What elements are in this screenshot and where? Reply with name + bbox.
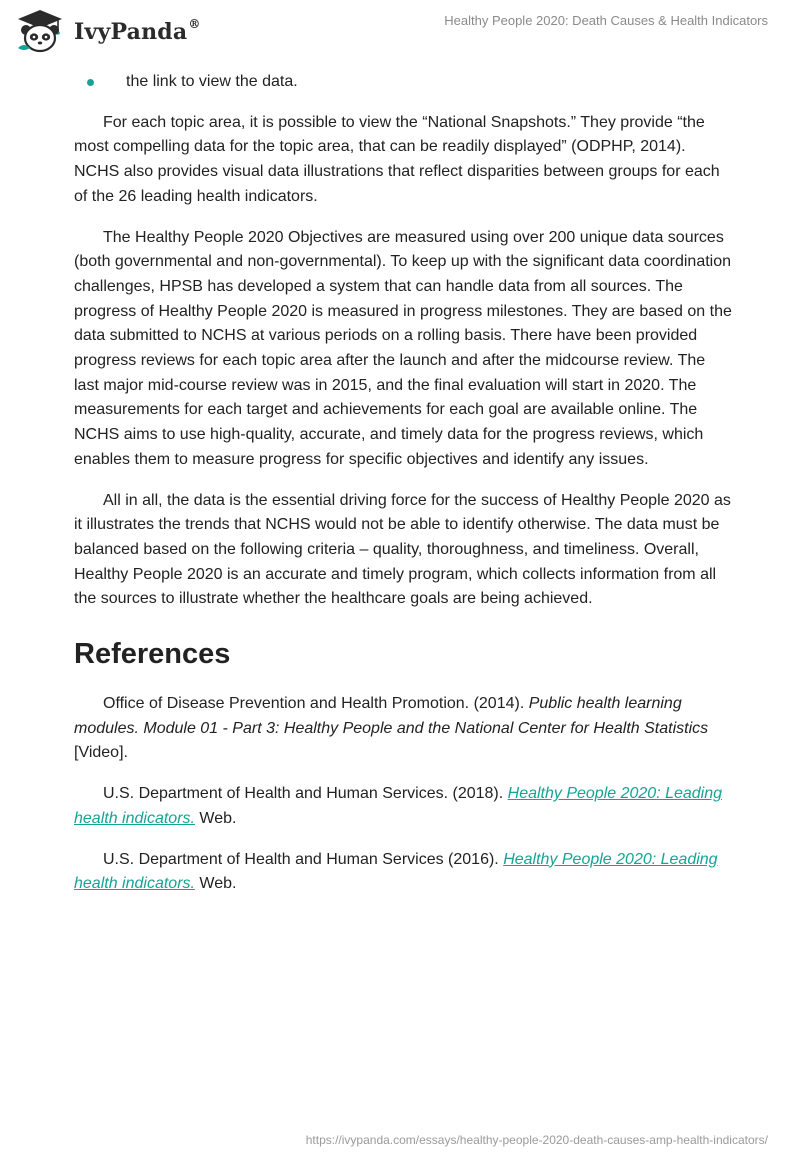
reference-lead: Office of Disease Prevention and Health Promotion. (2014). [103,695,529,713]
paragraph: For each topic area, it is possible to view the “National Snapshots.” They provide “the most compelling data for the topic area, that can be readily displayed” (ODPHP, 2014). NCHS also provides visual data illustrations that reflect disparities between groups for each of the 26 leading health indicators. [74,113,720,205]
list-item [74,70,734,95]
reference-link[interactable]: Healthy People 2020: Leading health indicators. [74,850,718,893]
reference-tail: Web. [194,809,237,827]
reference-tail: Web. [194,875,237,893]
reference-tail: [Video]. [74,744,128,762]
reference-lead: U.S. Department of Health and Human Services (2016). [103,850,504,868]
panda-graduate-icon [14,8,66,54]
reference-entry [74,692,734,766]
page-header [0,0,800,60]
list-item-text: the link to view the data. [126,73,298,90]
reference-lead: U.S. Department of Health and Human Services. (2018). [103,785,508,803]
brand-logo[interactable] [14,8,201,54]
reference-entry [74,848,734,897]
reference-entry [74,782,734,831]
reference-title: Public health learning modules. Module 01 - Part 3: Healthy People and the National Center for Health Statistics [74,695,709,737]
paragraph: The Healthy People 2020 Objectives are measured using over 200 unique data sources (both governmental and non-governmental). To keep up with the significant data coordination challenges, HPSB has developed a system that can handle data from all sources. The progress of Healthy People 2020 is measured in progress milestones. They are based on the data submitted to NCHS at various periods on a rolling basis. There have been provided progress reviews for each topic area after the launch and after the midcourse review. The last major mid-course review was in 2015, and the final evaluation will start in 2020. The measurements for each target and achievements for each goal are available online. The NCHS aims to use high-quality, accurate, and timely data for the progress reviews, which enables them to measure progress for specific objectives and identify any issues. [74,228,732,468]
document-title: Healthy People 2020: Death Causes & Health Indicators [444,13,768,28]
brand-name: IvyPanda® [74,16,201,45]
references-heading: References [74,638,231,671]
source-url[interactable]: https://ivypanda.com/essays/healthy-people-2020-death-causes-amp-health-indicators/ [305,1133,768,1147]
paragraph: All in all, the data is the essential driving force for the success of Healthy People 2020 as it illustrates the trends that NCHS would not be able to identify otherwise. The data must be balanced based on the following criteria – quality, thoroughness, and timeliness. Overall, Healthy People 2020 is an accurate and timely program, which collects information from all the sources to illustrate whether the healthcare goals are being achieved. [74,491,731,608]
bullet-icon [87,79,94,86]
essay-body [74,70,734,913]
reference-link[interactable]: Healthy People 2020: Leading health indicators. [74,785,723,827]
